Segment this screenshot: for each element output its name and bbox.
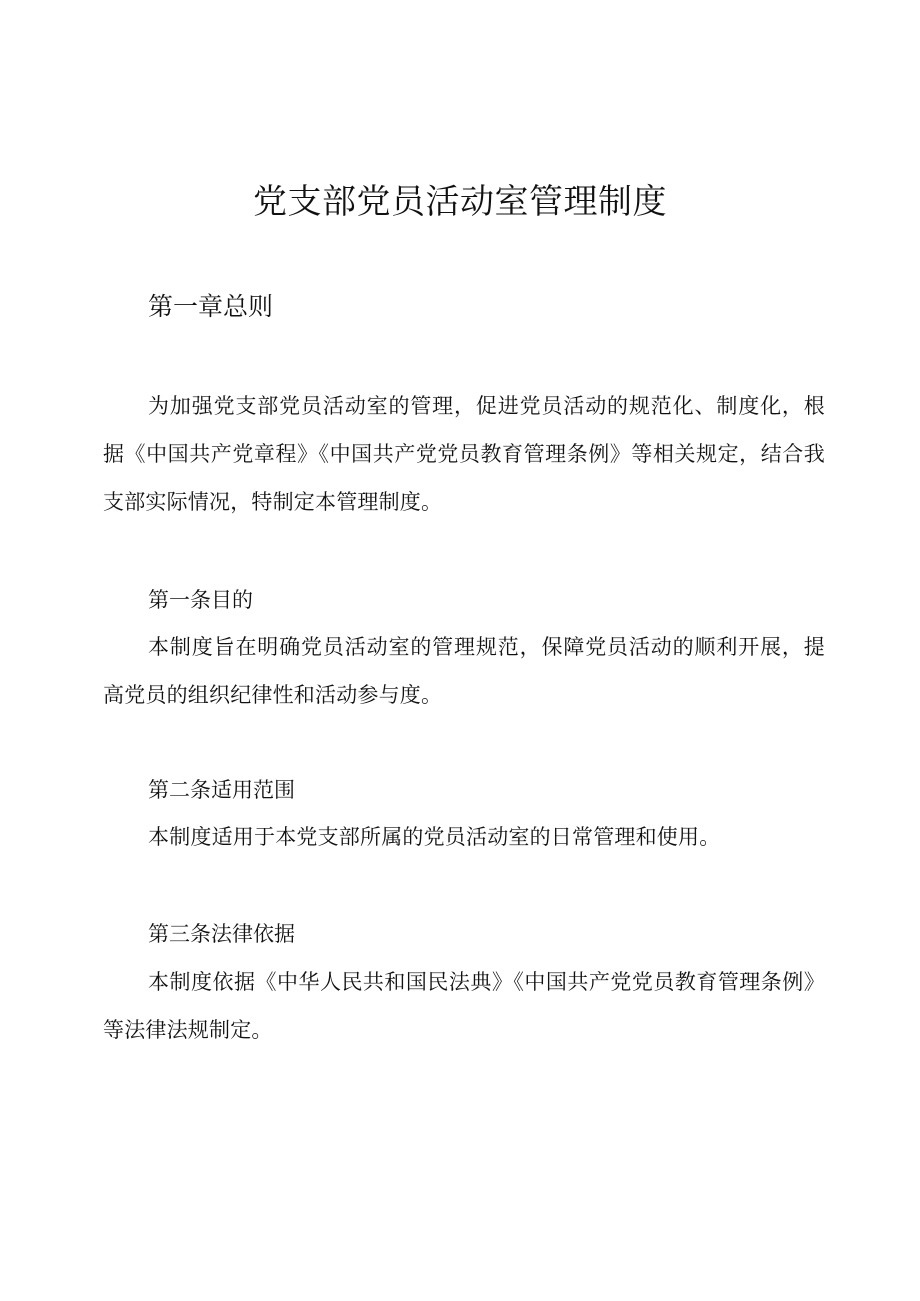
chapter-heading: 第一章总则 [148,292,274,321]
article-2-heading: 第二条适用范围 [148,778,295,802]
article-3-heading: 第三条法律依据 [148,922,295,946]
article-1-heading: 第一条目的 [148,588,253,612]
intro-paragraph: 为加强党支部党员活动室的管理，促进党员活动的规范化、制度化，根据《中国共产党章程》《中国共产党党员教育管理条例》等相关规定，结合我支部实际情况，特制定本管理制度。 [103,394,825,514]
document-title: 党支部党员活动室管理制度 [253,182,667,222]
article-3-text: 本制度依据《中华人民共和国民法典》《中国共产党党员教育管理条例》等法律法规制定。 [103,970,825,1042]
article-1-text: 本制度旨在明确党员活动室的管理规范，保障党员活动的顺利开展，提高党员的组织纪律性和活动参与度。 [103,635,825,707]
article-2-text: 本制度适用于本党支部所属的党员活动室的日常管理和使用。 [148,825,721,849]
